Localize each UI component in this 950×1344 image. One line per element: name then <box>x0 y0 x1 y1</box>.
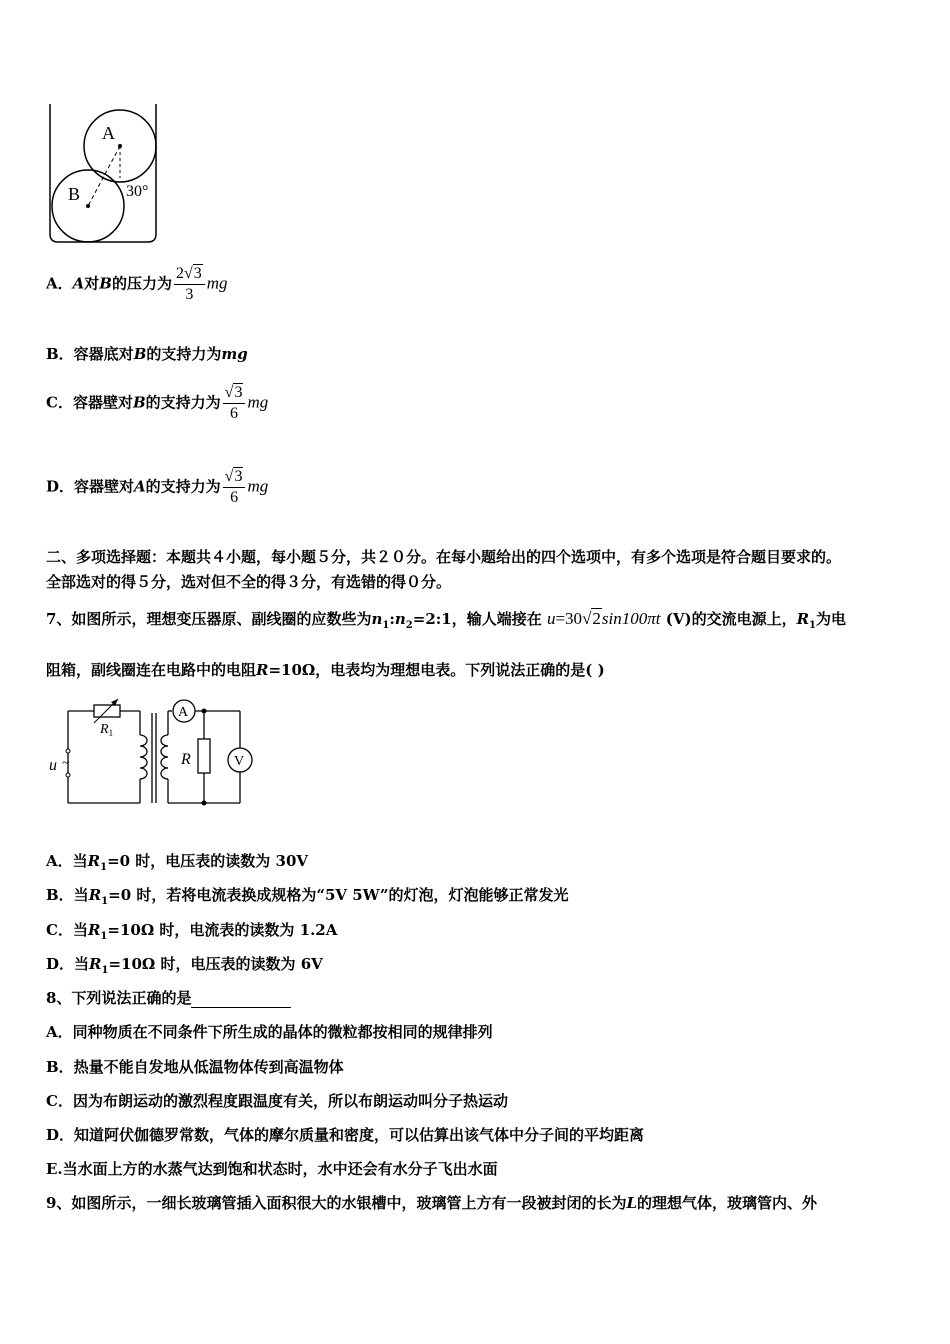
q8-option-c: C．因为布朗运动的激烈程度跟温度有关，所以布朗运动叫分子热运动 <box>46 1092 508 1110</box>
q6-b-tail: 的支持力为 <box>146 345 222 363</box>
transformer-circuit-figure <box>44 695 274 815</box>
secondary-coil <box>161 735 168 779</box>
source-terminal-top <box>66 749 70 753</box>
label-a: A <box>102 123 115 143</box>
q7-stem-line2: 阻箱，副线圈连在电路中的电阻R=10Ω，电表均为理想电表。下列说法正确的是( ) <box>46 661 605 679</box>
q6-d-fraction: $\frac{√3}{6}$ <box>223 467 246 508</box>
q6-c-fraction: $\frac{√3}{6}$ <box>223 383 246 424</box>
q7-option-a: A．当$R_1=0$ 时，电压表的读数为 30V <box>46 852 309 873</box>
q6-a-mid: 对 <box>84 274 100 293</box>
q6-a-unit: mg <box>206 273 228 293</box>
ammeter-label: A <box>178 705 189 720</box>
q6-option-b <box>46 344 248 364</box>
q8-answer-blank <box>191 991 291 1008</box>
center-b-dot <box>86 204 90 208</box>
q6-b-unit: mg <box>221 345 248 363</box>
junction-top <box>202 709 207 714</box>
q8-option-d: D．知道阿伏伽德罗常数，气体的摩尔质量和密度，可以估算出该气体中分子间的平均距离 <box>46 1126 645 1144</box>
section2-line1: 二、多项选择题：本题共４小题，每小题５分，共２０分。在每小题给出的四个选项中，有多个选项是符合题目要求的。 <box>46 548 842 566</box>
q6-a-fraction: $\frac{2√3}{3}$ <box>174 264 205 305</box>
q6-d-subject: A <box>134 477 146 496</box>
q6-d-tail: 的支持力为 <box>145 477 221 496</box>
q8-option-a: A．同种物质在不同条件下所生成的晶体的微粒都按相同的规律排列 <box>46 1023 493 1041</box>
label-b: B <box>68 184 81 204</box>
q7-source-formula: u=30√2sin100πt <box>546 609 661 628</box>
q6-b-subject: B <box>133 345 147 363</box>
q7-option-d: D．当$R_1=10\Omega$ 时，电压表的读数为 6V <box>46 955 323 976</box>
section2-line2: 全部选对的得５分，选对但不全的得３分，有选错的得０分。 <box>46 573 452 591</box>
q8-stem: 8、下列说法正确的是 <box>46 988 291 1008</box>
angle-label: 30° <box>126 183 149 200</box>
r-resistor <box>198 739 210 773</box>
q8-option-b: B．热量不能自发地从低温物体传到高温物体 <box>46 1058 344 1076</box>
container-spheres-figure <box>44 100 164 250</box>
q7-option-b: B．当$R_1=0$ 时，若将电流表换成规格为“5V 5W”的灯泡，灯泡能够正常发光 <box>46 886 569 907</box>
q7-stem-line1: 7、如图所示，理想变压器原、副线圈的应数些为$n_1:n_2=2:1$，输人端接在 u=30√2sin100πt (V)的交流电源上，$R_1$为电 <box>46 609 847 631</box>
q6-c-tail: 的支持力为 <box>145 393 221 412</box>
voltmeter-label: V <box>234 754 245 769</box>
q7-option-c: C．当$R_1=10\Omega$ 时，电流表的读数为 1.2A <box>46 921 338 942</box>
ac-source-symbol: ~ <box>62 756 70 771</box>
q6-d-unit: mg <box>247 476 269 496</box>
q6-d-prefix: D．容器壁对 <box>46 477 135 496</box>
q8-option-e: E.当水面上方的水蒸气达到饱和状态时，水中还会有水分子飞出水面 <box>46 1160 498 1178</box>
q9-stem: 9、如图所示，一细长玻璃管插入面积很大的水银槽中，玻璃管上方有一段被封闭的长为L的理想气体，玻璃管内、外 <box>46 1194 818 1212</box>
center-line <box>88 146 120 206</box>
primary-coil <box>140 735 147 779</box>
q6-a-prefix: A． <box>46 274 73 293</box>
source-terminal-bottom <box>66 773 70 777</box>
label-r: R <box>181 751 191 768</box>
q6-option-a <box>46 264 228 305</box>
q6-b-prefix: B．容器底对 <box>46 345 134 363</box>
label-u: u <box>49 757 57 774</box>
q6-option-d <box>46 467 268 508</box>
q6-option-c <box>46 383 268 424</box>
q6-c-prefix: C．容器壁对 <box>46 393 133 412</box>
center-a-dot <box>118 144 122 148</box>
junction-bottom <box>202 801 207 806</box>
q6-c-subject: B <box>132 393 146 412</box>
r1-resistor-box <box>94 705 120 717</box>
q6-a-object: B <box>99 274 112 293</box>
q6-a-subject: A <box>72 274 85 293</box>
q6-a-tail: 的压力为 <box>111 274 172 293</box>
label-r1: $R_1$ <box>100 722 114 738</box>
q6-c-unit: mg <box>247 392 269 412</box>
